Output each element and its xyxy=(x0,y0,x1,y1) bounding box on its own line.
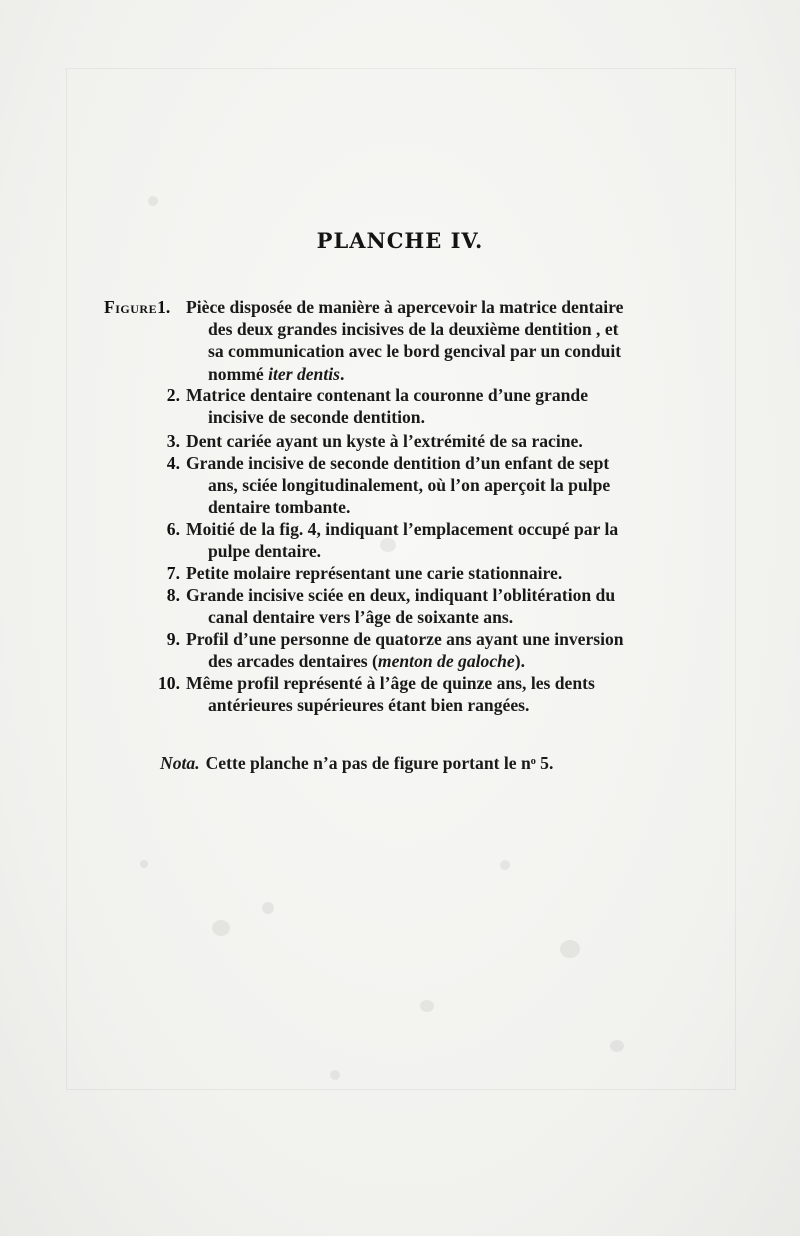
figure-description-line: canal dentaire vers l’âge de soixante ans. xyxy=(208,607,514,628)
figure-description-line: Grande incisive de seconde dentition d’un enfant de sept xyxy=(186,453,610,473)
plate-title: PLANCHE IV. xyxy=(316,228,484,253)
figure-description-line: Moitié de la fig. 4, indiquant l’emplacement occupé par la xyxy=(186,519,619,539)
nota-note xyxy=(160,752,553,774)
figure-description-line: Même profil représenté à l’âge de quinze ans, les dents xyxy=(186,673,595,693)
figure-description-line: ans, sciée longitudinalement, où l’on aperçoit la pulpe xyxy=(208,475,611,496)
foxing-spot xyxy=(330,1070,340,1080)
foxing-spot xyxy=(500,860,510,870)
figure-number: 4. xyxy=(166,453,180,473)
figure-number: 2. xyxy=(166,385,180,405)
italic-term: iter dentis xyxy=(268,363,340,384)
foxing-spot xyxy=(420,1000,434,1012)
figure-number: 10. xyxy=(158,673,180,693)
figure-description-line: Grande incisive sciée en deux, indiquant l’oblitération du xyxy=(186,585,616,605)
line-suffix: ). xyxy=(514,651,526,672)
figure-description-line: incisive de seconde dentition. xyxy=(208,407,425,428)
figure-description-line: des deux grandes incisives de la deuxième dentition , et xyxy=(208,319,619,340)
foxing-spot xyxy=(380,538,396,552)
foxing-spot xyxy=(610,1040,624,1052)
figure-description-line: sa communication avec le bord gencival par un conduit xyxy=(208,341,622,362)
foxing-spot xyxy=(148,196,158,206)
foxing-spot xyxy=(262,902,274,914)
figure-number: 9. xyxy=(166,629,180,649)
foxing-spot xyxy=(140,860,148,868)
figure-number-value: 1. xyxy=(157,297,171,317)
figure-label: Figure xyxy=(104,297,158,317)
line-prefix: des arcades dentaires ( xyxy=(208,651,378,672)
figure-description-line xyxy=(208,363,344,385)
figure-description-line: Matrice dentaire contenant la couronne d’une grande xyxy=(186,385,589,405)
figure-number: 7. xyxy=(166,563,180,583)
foxing-spot xyxy=(560,940,580,958)
foxing-spot xyxy=(212,920,230,936)
figure-description-line: Profil d’une personne de quatorze ans ayant une inversion xyxy=(186,629,624,649)
line-suffix: . xyxy=(339,363,345,384)
figure-description-line: Dent cariée ayant un kyste à l’extrémité de sa racine. xyxy=(186,431,583,451)
figure-description-line xyxy=(208,650,525,672)
figure-description-line: dentaire tombante. xyxy=(208,497,351,518)
nota-text: Cette planche n’a pas de figure portant le nᵒ 5. xyxy=(205,753,554,773)
italic-term: menton de galoche xyxy=(377,651,515,672)
figure-description-line: pulpe dentaire. xyxy=(208,541,322,562)
figure-number: 3. xyxy=(166,431,180,451)
figure-number xyxy=(104,296,170,318)
line-prefix: nommé xyxy=(208,363,269,384)
figure-number: 8. xyxy=(166,585,180,605)
figure-number: 6. xyxy=(166,519,180,539)
figure-description-line: Pièce disposée de manière à apercevoir la matrice dentaire xyxy=(186,297,624,317)
nota-label: Nota. xyxy=(160,753,200,773)
figure-description-line: Petite molaire représentant une carie stationnaire. xyxy=(186,563,563,583)
figure-description-line: antérieures supérieures étant bien rangées. xyxy=(208,695,530,716)
